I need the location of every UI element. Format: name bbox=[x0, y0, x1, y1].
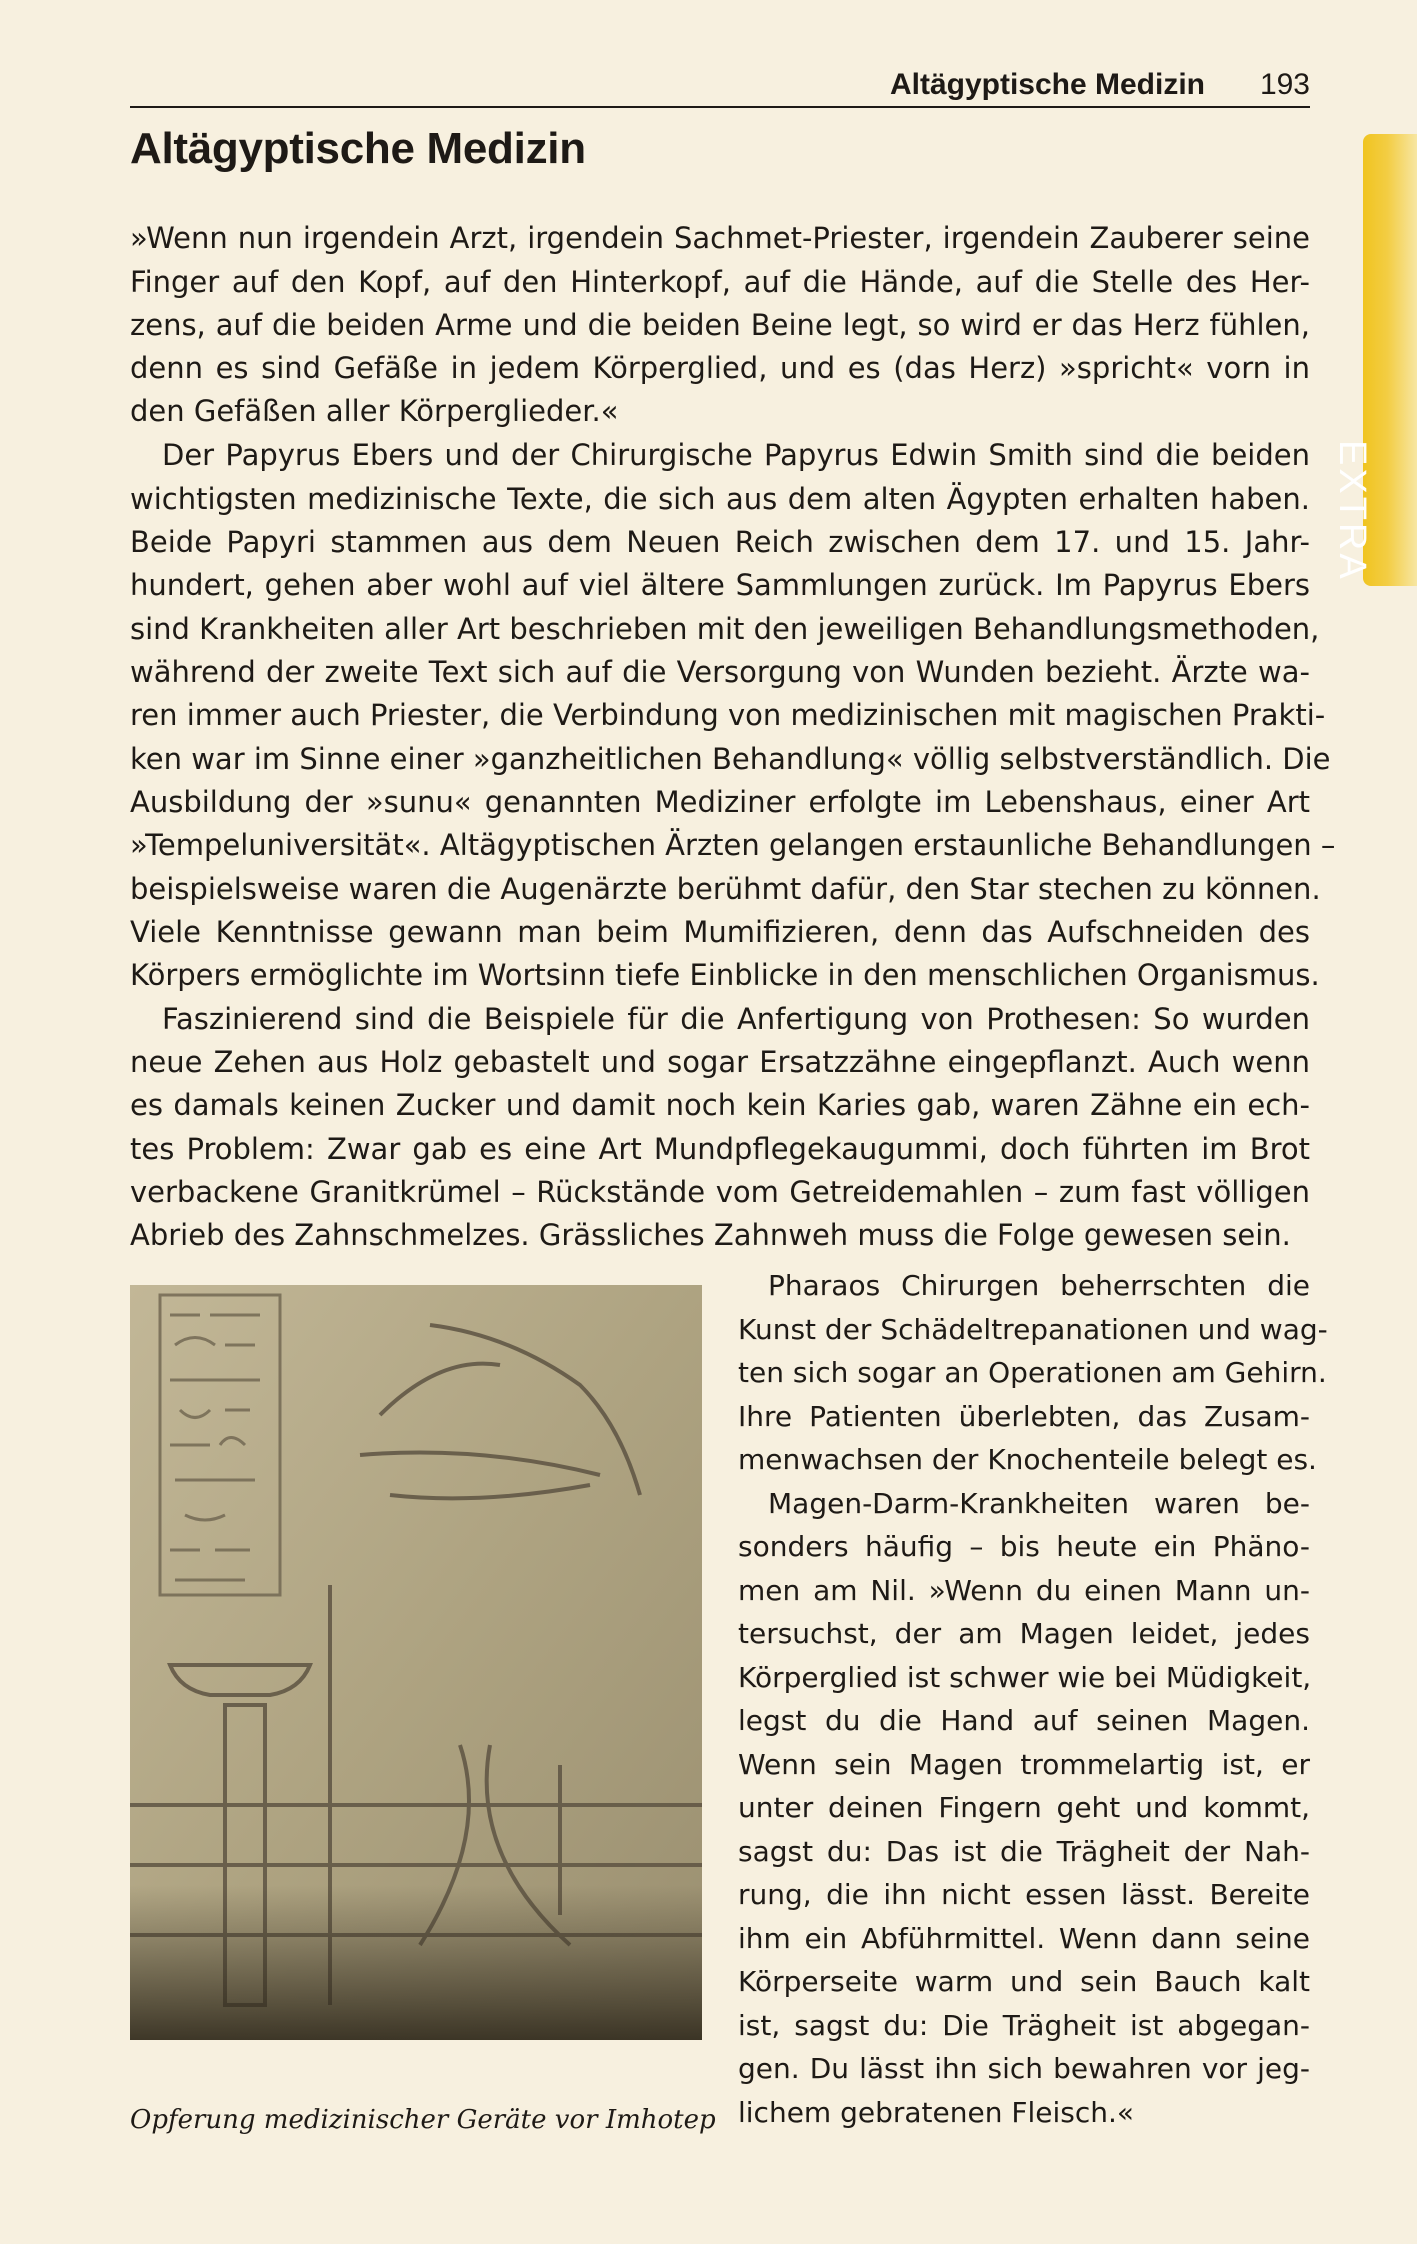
column-line: sonders häufig – bis heute ein Phäno- bbox=[738, 1530, 1310, 1563]
body-line: ken war im Sinne einer »ganzheitlichen Behandlung« völlig selbstverständlich. Die bbox=[130, 742, 1331, 776]
body-line: beispielsweise waren die Augenärzte berühmt dafür, den Star stechen zu können. bbox=[130, 872, 1321, 906]
column-line: ist, sagst du: Die Trägheit ist abgegan- bbox=[738, 2009, 1310, 2042]
body-line: Abrieb des Zahnschmelzes. Grässliches Zahnweh muss die Folge gewesen sein. bbox=[130, 1218, 1291, 1252]
body-line: Viele Kenntnisse gewann man beim Mumifizieren, denn das Aufschneiden des bbox=[130, 915, 1310, 949]
column-line: ten sich sogar an Operationen am Gehirn. bbox=[738, 1356, 1327, 1389]
body-line: neue Zehen aus Holz gebastelt und sogar Ersatzzähne eingepflanzt. Auch wenn bbox=[130, 1045, 1310, 1079]
column-line: Pharaos Chirurgen beherrschten die bbox=[768, 1269, 1310, 1302]
body-line: zens, auf die beiden Arme und die beiden Beine legt, so wird er das Herz fühlen, bbox=[130, 308, 1310, 342]
page-number: 193 bbox=[1259, 68, 1310, 101]
body-line: ren immer auch Priester, die Verbindung von medizinischen mit magischen Prakti- bbox=[130, 698, 1326, 732]
column-line: gen. Du lässt ihn sich bewahren vor jeg- bbox=[738, 2052, 1310, 2085]
column-line: ihm ein Abführmittel. Wenn dann seine bbox=[738, 1922, 1310, 1955]
column-line: tersuchst, der am Magen leidet, jedes bbox=[738, 1617, 1310, 1650]
body-line: während der zweite Text sich auf die Versorgung von Wunden bezieht. Ärzte wa- bbox=[130, 655, 1310, 689]
column-line: menwachsen der Knochenteile belegt es. bbox=[738, 1443, 1317, 1476]
column-line: men am Nil. »Wenn du einen Mann un- bbox=[738, 1574, 1310, 1607]
body-line: Ausbildung der »sunu« genannten Mediziner erfolgte im Lebenshaus, einer Art bbox=[130, 785, 1310, 819]
body-line: »Tempeluniversität«. Altägyptischen Ärzten gelangen erstaunliche Behandlungen – bbox=[130, 828, 1336, 862]
extra-side-tab-label: EXTRA bbox=[1331, 440, 1373, 582]
column-line: Körperseite warm und sein Bauch kalt bbox=[738, 1965, 1310, 1998]
column-line: Ihre Patienten überlebten, das Zusam- bbox=[738, 1400, 1310, 1433]
body-line: denn es sind Gefäße in jedem Körperglied, und es (das Herz) »spricht« vorn in bbox=[130, 351, 1310, 385]
column-line: rung, die ihn nicht essen lässt. Bereite bbox=[738, 1878, 1310, 1911]
body-line: »Wenn nun irgendein Arzt, irgendein Sachmet-Priester, irgendein Zauberer seine bbox=[130, 221, 1310, 255]
body-line: wichtigsten medizinische Texte, die sich aus dem alten Ägypten erhalten haben. bbox=[130, 482, 1310, 516]
body-line: den Gefäßen aller Körperglieder.« bbox=[130, 394, 619, 428]
body-line: Körpers ermöglichte im Wortsinn tiefe Einblicke in den menschlichen Organismus. bbox=[130, 958, 1320, 992]
column-line: legst du die Hand auf seinen Magen. bbox=[738, 1704, 1310, 1737]
column-line: Wenn sein Magen trommelartig ist, er bbox=[738, 1748, 1310, 1781]
article-title: Altägyptische Medizin bbox=[130, 124, 586, 173]
column-line: unter deinen Fingern geht und kommt, bbox=[738, 1791, 1310, 1824]
body-line: hundert, gehen aber wohl auf viel ältere Sammlungen zurück. Im Papyrus Ebers bbox=[130, 568, 1310, 602]
body-line: es damals keinen Zucker und damit noch kein Karies gab, waren Zähne ein ech- bbox=[130, 1088, 1310, 1122]
body-line: Beide Papyri stammen aus dem Neuen Reich zwischen dem 17. und 15. Jahr- bbox=[130, 525, 1310, 559]
body-line: sind Krankheiten aller Art beschrieben mit den jeweiligen Behandlungsmethoden, bbox=[130, 612, 1320, 646]
running-head bbox=[130, 66, 1310, 108]
body-line: tes Problem: Zwar gab es eine Art Mundpflegekaugummi, doch führten im Brot bbox=[130, 1132, 1310, 1166]
relief-photo bbox=[130, 1285, 702, 2040]
column-line: Magen-Darm-Krankheiten waren be- bbox=[768, 1487, 1310, 1520]
column-line: Körperglied ist schwer wie bei Müdigkeit, bbox=[738, 1661, 1312, 1694]
column-line: sagst du: Das ist die Trägheit der Nah- bbox=[738, 1835, 1310, 1868]
figure-caption: Opferung medizinischer Geräte vor Imhotep bbox=[130, 2105, 716, 2135]
body-line: Faszinierend sind die Beispiele für die Anfertigung von Prothesen: So wurden bbox=[162, 1002, 1310, 1036]
column-line: lichem gebratenen Fleisch.« bbox=[738, 2096, 1135, 2129]
running-head-title: Altägyptische Medizin bbox=[889, 68, 1205, 101]
body-line: verbackene Granitkrümel – Rückstände vom Getreidemahlen – zum fast völligen bbox=[130, 1175, 1310, 1209]
column-line: Kunst der Schädeltrepanationen und wag- bbox=[738, 1313, 1328, 1346]
body-line: Finger auf den Kopf, auf den Hinterkopf, auf die Hände, auf die Stelle des Her- bbox=[130, 265, 1310, 299]
body-line: Der Papyrus Ebers und der Chirurgische Papyrus Edwin Smith sind die beiden bbox=[162, 438, 1310, 472]
